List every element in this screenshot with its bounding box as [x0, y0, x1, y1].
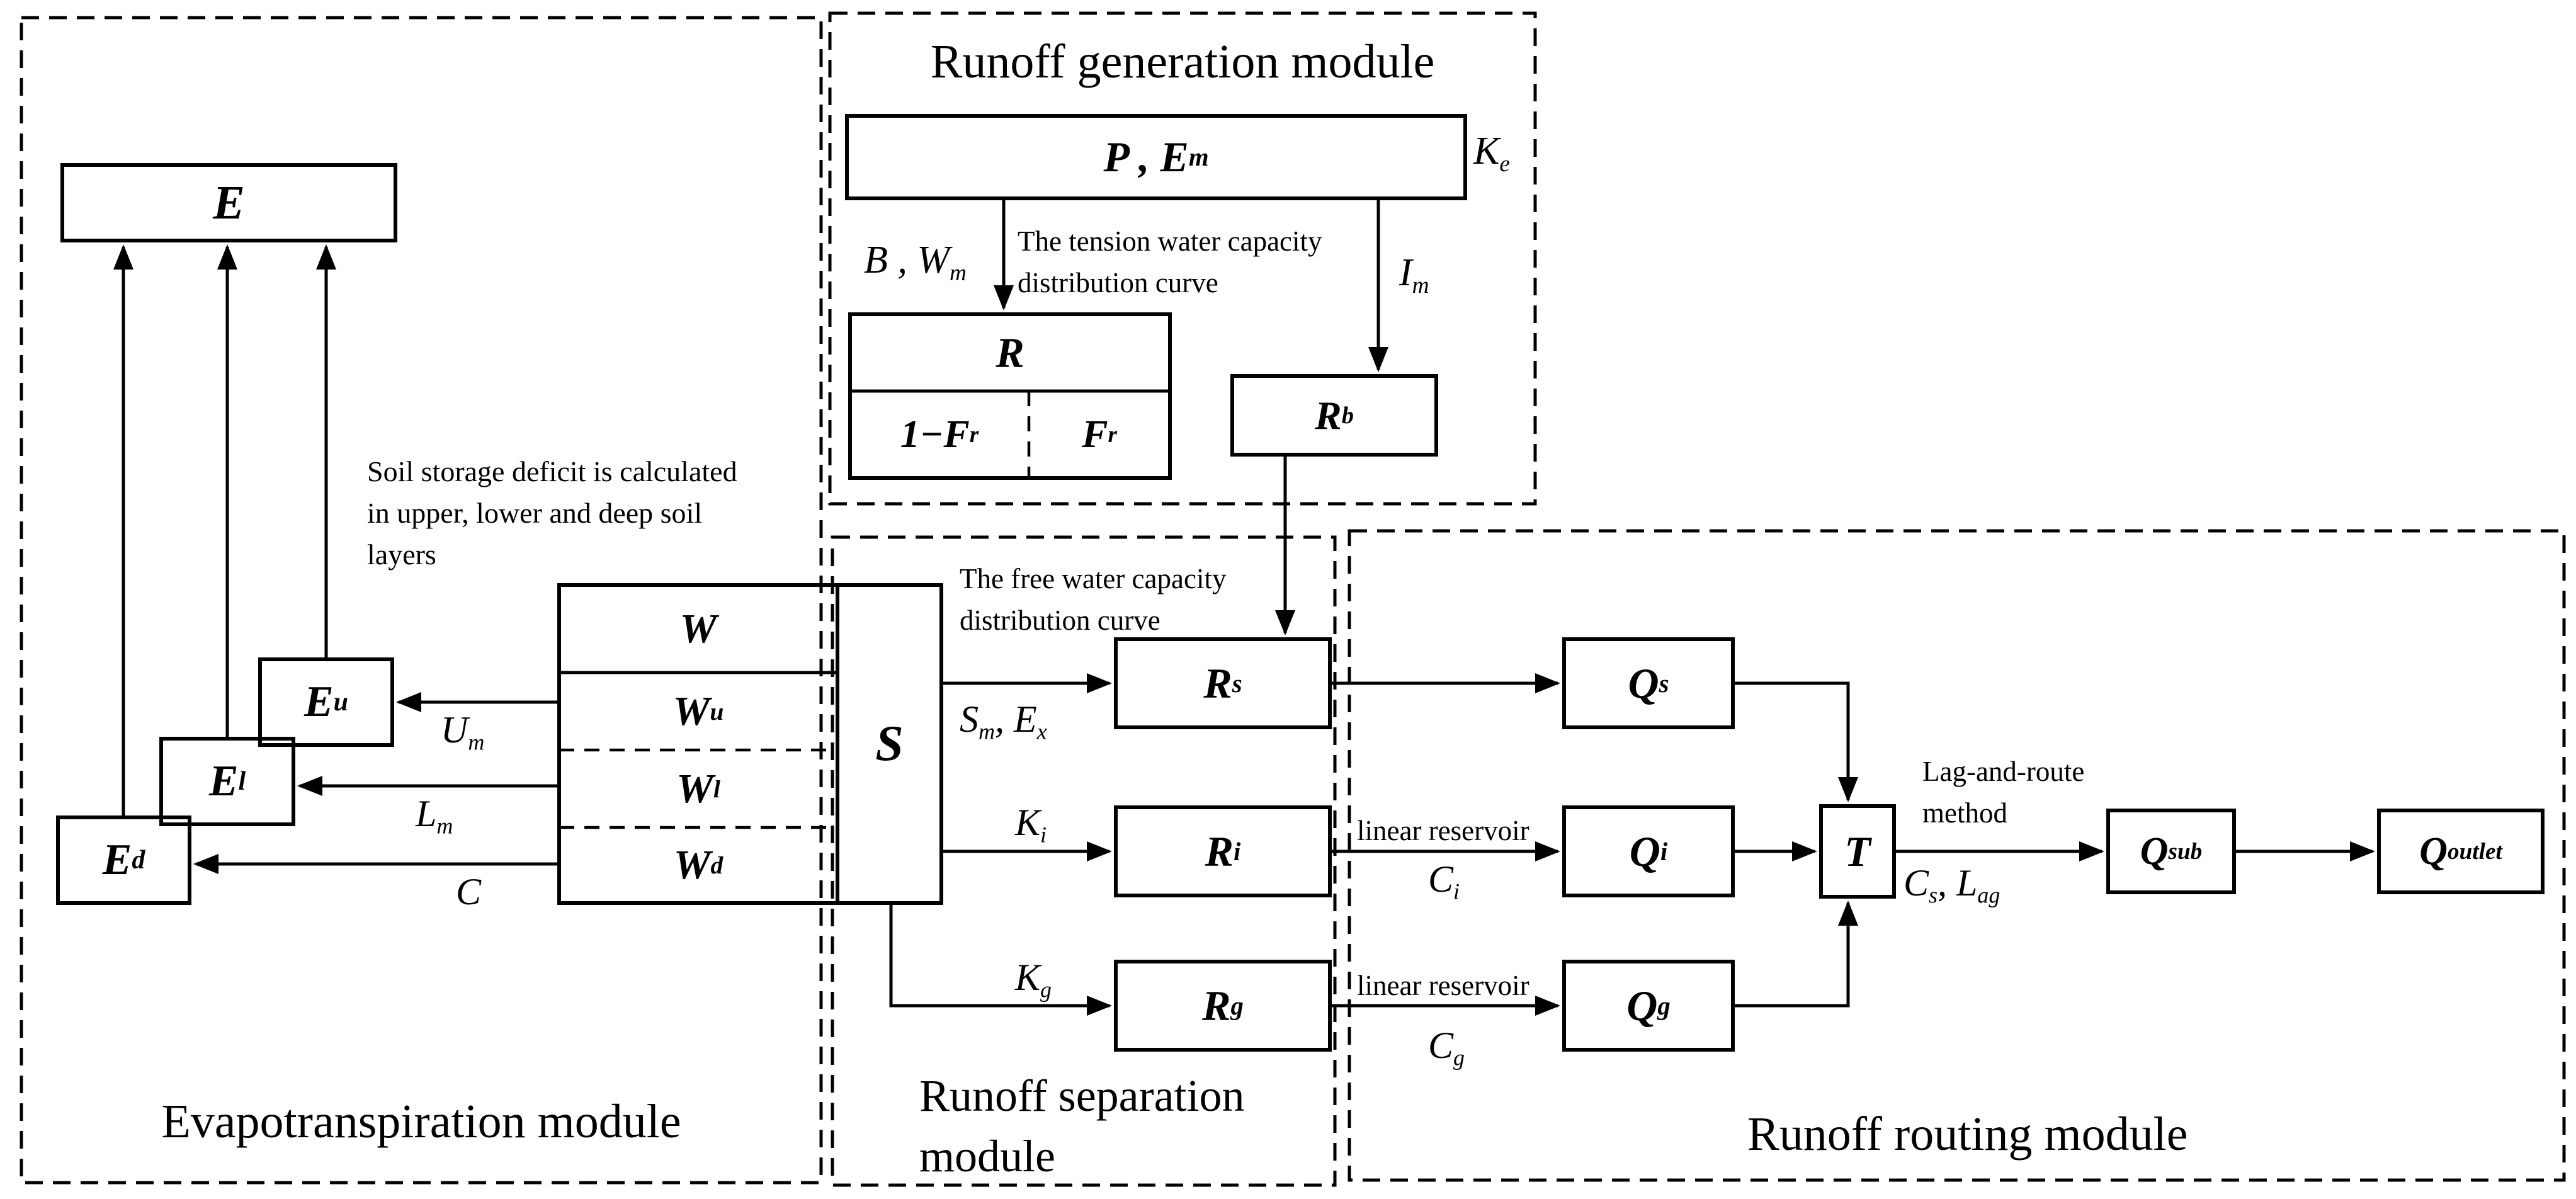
label-Um: $U_m$: [441, 709, 485, 755]
node-S-label: S: [875, 716, 904, 771]
label-Cg: $C_g$: [1428, 1025, 1465, 1071]
label-Cs-Lag: $C_s$, $L_{ag}$: [1904, 862, 2000, 908]
node-Wu-label: W u: [672, 688, 724, 734]
node-Qi-label: Q i: [1629, 827, 1668, 875]
note-tension-water-curve: The tension water capacity distribution curve: [1018, 225, 1322, 298]
node-Rs-label: R s: [1203, 659, 1242, 707]
node-El-label: E l: [208, 757, 246, 805]
node-T-label: T: [1844, 827, 1871, 875]
node-Ri-label: R i: [1205, 827, 1241, 875]
module-title-runoff-separation: Runoff separation module: [919, 1071, 1245, 1181]
node-Rb-label: R b: [1315, 392, 1354, 438]
label-C: C: [456, 871, 482, 912]
node-Wd-label: W d: [673, 842, 723, 888]
node-Qsub-label: Q sub: [2140, 829, 2203, 873]
module-title-runoff-routing: Runoff routing module: [1747, 1108, 2188, 1161]
node-Qs-label: Q s: [1628, 659, 1669, 707]
note-free-water-curve: The free water capacity distribution curve: [960, 563, 1227, 636]
label-Sm-Ex: $S_m$, $E_x$: [960, 698, 1047, 744]
node-Eu-label: E u: [304, 678, 349, 726]
module-title-evapotranspiration: Evapotranspiration module: [161, 1095, 681, 1148]
node-Ed-label: E d: [102, 836, 145, 884]
node-R-label: R: [996, 328, 1024, 377]
label-B-Wm: B , $W_m$: [864, 239, 967, 286]
node-Wl-label: W l: [676, 765, 720, 812]
node-E-label: E: [213, 176, 245, 229]
node-P-Em-label: P , E m: [1103, 133, 1209, 181]
node-Rg-label: R g: [1202, 981, 1244, 1030]
note-lag-and-route: Lag-and-route method: [1922, 756, 2085, 829]
label-Im: $I_m$: [1399, 251, 1429, 298]
label-Lm: $L_m$: [416, 793, 453, 839]
module-title-runoff-generation: Runoff generation module: [930, 35, 1435, 88]
node-Fr-label: F r: [1082, 412, 1117, 456]
arrow-qg-to-t: [1733, 903, 1848, 1006]
arrow-qs-to-t: [1733, 683, 1848, 800]
node-Qg-label: Q g: [1626, 981, 1671, 1030]
label-Ki: $K_i$: [1015, 802, 1047, 848]
label-Ke: $K_e$: [1473, 130, 1510, 177]
node-one-minus-Fr-label: 1−F r: [900, 412, 979, 456]
note-linear-reservoir-groundwater: linear reservoir: [1357, 970, 1529, 1001]
note-soil-storage: Soil storage deficit is calculated in upper, lower and deep soil layers: [367, 455, 737, 571]
label-Ci: $C_i$: [1428, 858, 1460, 904]
node-W-label: W: [679, 605, 717, 652]
node-Qoutlet-label: Q outlet: [2419, 829, 2502, 873]
arrow-s-to-rg: [891, 903, 1109, 1006]
label-Kg: $K_g$: [1015, 957, 1052, 1003]
note-linear-reservoir-interflow: linear reservoir: [1357, 815, 1529, 846]
